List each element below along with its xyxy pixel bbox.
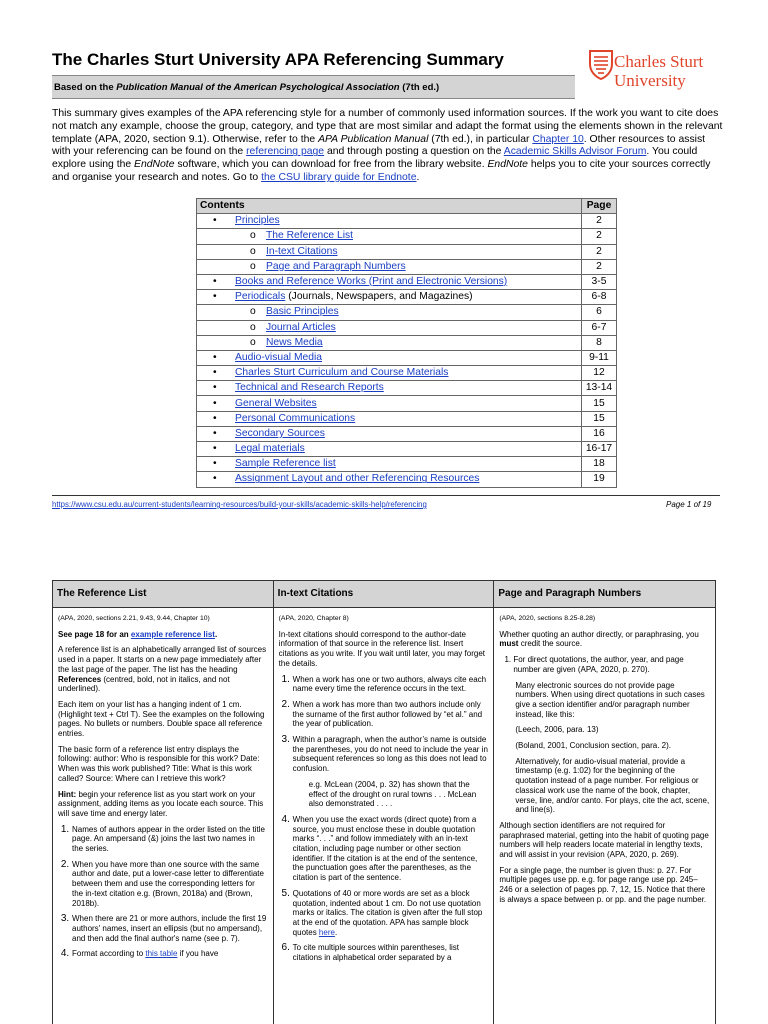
- contents-page: 15: [582, 411, 617, 426]
- contents-row: [197, 396, 617, 411]
- bullet-icon: •: [213, 367, 217, 379]
- contents-link[interactable]: Basic Principles: [266, 306, 339, 318]
- circle-bullet-icon: o: [250, 321, 256, 333]
- bullet-icon: •: [213, 473, 217, 485]
- contents-row: [197, 320, 617, 335]
- bullet-icon: •: [213, 397, 217, 409]
- contents-page: 19: [582, 472, 617, 487]
- bullet-icon: •: [213, 382, 217, 394]
- references-term: References: [58, 674, 102, 684]
- endnote-guide-link[interactable]: the CSU library guide for Endnote: [261, 171, 417, 183]
- contents-page: 16-17: [582, 442, 617, 457]
- contents-page: 6-8: [582, 290, 617, 305]
- in-text-citations-heading: In-text Citations: [274, 581, 494, 608]
- intro-italic: EndNote: [134, 159, 175, 171]
- bullet-icon: •: [213, 427, 217, 439]
- contents-page: 12: [582, 366, 617, 381]
- page-number: Page 1 of 19: [666, 500, 712, 509]
- logo-line-2: University: [614, 71, 686, 90]
- hint-label: Hint:: [58, 789, 77, 799]
- contents-link[interactable]: Principles: [235, 215, 280, 227]
- chapter-10-link[interactable]: Chapter 10: [532, 133, 584, 145]
- audio-visual-text: Alternatively, for audio-visual material, provide a timestamp (e.g. 1:02) for the beginning of the quotation instead of a page number. For religious or classical work use the name of the book, chapter, verse, line, and/or canto. For plays, cite the act, scene, and line(s).: [515, 756, 710, 815]
- must-term: must: [499, 639, 519, 649]
- example-boland: (Boland, 2001, Conclusion section, para. 2).: [515, 741, 671, 751]
- list-item: 3. When there are 21 or more authors, include the first 19 authors' names, insert an ellipsis (but no ampersand), and then add the final author's name (see p. 7).: [72, 914, 268, 943]
- hint-text: begin your reference list as you start work on your assignment, adding items as you locate each source. This will save time and energy later.: [58, 789, 264, 818]
- page-header: Page: [582, 199, 617, 214]
- page-range-text: For a single page, the number is given thus: p. 27. For multiple pages use pp. e.g. for page range use pp. 245–246 or a selection of pages pp. 7, 12, 15. Notice that there is always a space between p. or pp. and the page number.: [499, 865, 707, 904]
- contents-link[interactable]: Technical and Research Reports: [235, 382, 384, 394]
- contents-link[interactable]: In-text Citations: [266, 245, 338, 257]
- intro-text: helps you to cite your sources correctly and organise your research and notes. Go to: [52, 159, 711, 183]
- bullet-icon: •: [213, 291, 217, 303]
- intro-text: software, which you can download for free from the library website.: [174, 159, 488, 171]
- in-text-intro: In-text citations should correspond to the author-date information of that source in the reference list. Insert citations as you write. If you wait until later, you may forget the details.: [278, 629, 485, 668]
- bullet-icon: •: [213, 215, 217, 227]
- contents-page: 2: [582, 244, 617, 259]
- basic-form-text: The basic form of a reference list entry displays the following: author: Who is responsible for this work? Date: When was this work published? Title: What is this work called? Source: Where can I retrieve this work?: [58, 744, 260, 783]
- circle-bullet-icon: o: [250, 245, 256, 257]
- contents-link[interactable]: News Media: [266, 336, 323, 348]
- page-two: [0, 580, 768, 1024]
- bullet-icon: •: [213, 412, 217, 424]
- page-number-rules: [499, 655, 710, 674]
- subtitle-bar: [52, 75, 575, 99]
- intro-italic: EndNote: [487, 159, 528, 171]
- list-item: 5. Quotations of 40 or more words are set as a block quotation, indented about 1 cm. Do not use quotation marks or italics. The citation is given after the full stop at the end of the quotation. APA has sample block quotes here.: [293, 889, 489, 938]
- block-quotes-link[interactable]: here: [318, 927, 335, 937]
- footer-url-link[interactable]: https://www.csu.edu.au/current-students/learning-resources/build-your-skills/academic-skills-help/referencing: [52, 500, 427, 509]
- contents-table: [196, 198, 617, 488]
- contents-link[interactable]: The Reference List: [266, 230, 353, 242]
- list-item: 4. Format according to this table if you have: [72, 949, 268, 959]
- contents-row: [197, 229, 617, 244]
- contents-page: 13-14: [582, 381, 617, 396]
- intro-text: and through posting a question on the: [324, 146, 504, 158]
- bullet-icon: •: [213, 351, 217, 363]
- reference-list-heading: The Reference List: [53, 581, 273, 608]
- contents-page: 2: [582, 259, 617, 274]
- circle-bullet-icon: o: [250, 336, 256, 348]
- referencing-page-link[interactable]: referencing page: [246, 146, 325, 158]
- format-table-link[interactable]: this table: [145, 949, 178, 959]
- list-item: 2. When you have more than one source with the same author and date, put a lower-case letter to differentiate between them and use the corresponding letters for the in-text citation e.g. (Brown, 2018a) and (Brown, 2018b).: [72, 860, 268, 909]
- contents-link[interactable]: Audio-visual Media: [235, 351, 322, 363]
- contents-row: [197, 426, 617, 441]
- intro-text: (7th ed.), in particular: [428, 133, 533, 145]
- example-leech: (Leech, 2006, para. 13): [515, 725, 599, 735]
- contents-link[interactable]: Sample Reference list: [235, 458, 336, 470]
- hanging-indent-text: Each item on your list has a hanging indent of 1 cm. (Highlight text + Ctrl T). See the examples on the following pages. No bullets or numbers. Double space all reference entries.: [58, 699, 265, 739]
- contents-row: [197, 290, 617, 305]
- intro-text: This summary gives examples of the APA referencing style for a number of commonly used information sources. If the work you want to cite does not match any example, choose the group, category, and type that are most similar and adapt the format using the elements shown in the relevant template (APA, 2020, section 9.1). Otherwise, refer to the: [52, 108, 723, 145]
- intro-text: .: [416, 171, 420, 183]
- list-item: 3. Within a paragraph, when the author’s name is outside the parentheses, you do not need to include the year in subsequent references so long as this does not lead to confusion. e.g. McLean (2004, p. 32) has shown that the effect of the drought on rural towns . . . McLean also demonstrated . . . .: [293, 735, 489, 809]
- reference-list-source: (APA, 2020, sections 2.21, 9.43, 9.44, Chapter 10): [58, 615, 210, 622]
- list-item: 6. To cite multiple sources within parentheses, list citations in alphabetical order separated by a: [293, 943, 489, 962]
- contents-row: [197, 457, 617, 472]
- contents-row: [197, 244, 617, 259]
- page-paragraph-heading: Page and Paragraph Numbers: [494, 581, 715, 608]
- see-text-end: .: [214, 629, 218, 639]
- see-text: See page 18 for an: [58, 629, 131, 639]
- paraphrase-text: Although section identifiers are not required for paraphrased material, getting into the habit of quoting page numbers will help readers locate material in lengthy texts, and will assist in your revision (APA, 2020, p. 269).: [499, 820, 709, 860]
- contents-page: 6: [582, 305, 617, 320]
- intro-italic: APA Publication Manual: [318, 133, 429, 145]
- contents-page: 15: [582, 396, 617, 411]
- advisor-forum-link[interactable]: Academic Skills Advisor Forum: [503, 146, 647, 158]
- list-item: 2. When a work has more than two authors include only the surname of the first author followed by “et al.” and the year of publication.: [293, 700, 489, 729]
- contents-header: Contents: [197, 199, 582, 214]
- list-item: 4. When you use the exact words (direct quote) from a source, you must enclose these in double quotation marks “. . .” and follow immediately with an in-text citation, including page number or other section identifier. If the citation is at the end of the sentence, the punctuation goes after the parentheses, as the citation is part of the sentence.: [293, 815, 489, 883]
- reference-list-rules: [58, 825, 268, 959]
- intro-text: . You could explore using the: [52, 146, 698, 171]
- in-text-citations-column: [274, 581, 495, 1024]
- contents-row: [197, 472, 617, 487]
- contents-page: 18: [582, 457, 617, 472]
- contents-page: 8: [582, 335, 617, 350]
- page-paragraph-numbers-column: Page and Paragraph Numbers (APA, 2020, sections 8.25-8.28) Whether quoting an author directly, or paraphrasing, you must credit the source. 1. For direct quotations, the author, year, and page number are given (APA, 2020, p. 270). Many electronic sources do not provide page numbers. When using direct quotations in such cases give a section identifier and/or paragraph number instead, like this: (Leech, 2006, para. 13) (Boland, 2001, Conclusion section, para. 2). Alternatively, for audio-visual material, provide a timestamp (e.g. 1:02) for the beginning of the quotation instead of a page number. For religious or classical work use the name of the book, chapter, verse, line, and/or canto. For plays, cite the act, scene, and line(s). Although section identifiers are not required for paraphrased material, getting into the habit of quoting page numbers will help readers locate material in lengthy texts, and will assist in your revision (APA, 2020, p. 269). For a single page, the number is given thus: p. 27. For multiple pages use pp. e.g. for page range use pp. 245–246 or a selection of pages pp. 7, 12, 15. Notice that there is always a space between p. or pp. and the page number.: [494, 581, 715, 1024]
- page-paragraph-source: (APA, 2020, sections 8.25-8.28): [499, 615, 596, 622]
- in-text-rules: [279, 675, 489, 963]
- contents-link[interactable]: Periodicals: [235, 291, 286, 303]
- contents-header-row: [197, 199, 617, 214]
- ref-list-definition: A reference list is an alphabetically arranged list of sources used in a paper. It starts on a new page immediately after the last page of the paper. The list has the heading: [58, 645, 267, 674]
- contents-link[interactable]: Books and Reference Works (Print and Electronic Versions): [235, 276, 508, 288]
- csu-shield-icon: [589, 50, 613, 80]
- intro-text: . Other resources to assist with your referencing can be found on the: [52, 133, 706, 158]
- contents-row: [197, 335, 617, 350]
- contents-page: 9-11: [582, 350, 617, 365]
- intro-paragraph: [52, 108, 724, 185]
- principles-columns: [52, 580, 716, 1024]
- contents-link[interactable]: Journal Articles: [266, 321, 336, 333]
- list-item: 1. Names of authors appear in the order listed on the title page. An ampersand (&) joins the last two names in the series.: [72, 825, 268, 854]
- electronic-sources-text: Many electronic sources do not provide page numbers. When using direct quotations in such cases give a section identifier and/or paragraph number instead, like this:: [515, 680, 705, 719]
- list-item: 1. For direct quotations, the author, year, and page number are given (APA, 2020, p. 270).: [513, 655, 710, 674]
- subtitle-manual: Publication Manual of the American Psychological Association: [116, 82, 400, 93]
- contents-row: [197, 366, 617, 381]
- contents-link[interactable]: Legal materials: [235, 443, 305, 455]
- csu-logo-text: [614, 52, 703, 90]
- contents-link[interactable]: General Websites: [235, 397, 317, 409]
- contents-row: [197, 259, 617, 274]
- example-reference-list-link[interactable]: example reference list: [130, 629, 215, 639]
- contents-extra: (Journals, Newspapers, and Magazines): [285, 291, 473, 303]
- contents-row: [197, 411, 617, 426]
- contents-link[interactable]: Secondary Sources: [235, 427, 325, 439]
- contents-link[interactable]: Charles Sturt Curriculum and Course Materials: [235, 367, 449, 379]
- bullet-icon: •: [213, 276, 217, 288]
- contents-page: 3-5: [582, 274, 617, 289]
- contents-page: 16: [582, 426, 617, 441]
- footer-divider: [52, 495, 720, 496]
- document-title: The Charles Sturt University APA Referencing Summary: [52, 50, 504, 69]
- bullet-icon: •: [213, 458, 217, 470]
- subtitle-prefix: Based on the: [54, 82, 117, 93]
- contents-row: [197, 442, 617, 457]
- contents-page: 6-7: [582, 320, 617, 335]
- in-text-source: (APA, 2020, Chapter 8): [278, 615, 349, 622]
- contents-row: [197, 214, 617, 229]
- contents-row: [197, 381, 617, 396]
- contents-page: 2: [582, 229, 617, 244]
- contents-page: 2: [582, 214, 617, 229]
- bullet-icon: •: [213, 443, 217, 455]
- contents-row: [197, 305, 617, 320]
- contents-row: [197, 350, 617, 365]
- circle-bullet-icon: o: [250, 230, 256, 242]
- circle-bullet-icon: o: [250, 260, 256, 272]
- list-item: 1. When a work has one or two authors, always cite each name every time the reference occurs in the text.: [293, 675, 489, 694]
- circle-bullet-icon: o: [250, 306, 256, 318]
- example-text: e.g. McLean (2004, p. 32) has shown that the effect of the drought on rural towns . . . McLean also demonstrated . . . .: [308, 779, 477, 809]
- contents-link[interactable]: Personal Communications: [235, 412, 356, 424]
- contents-row: [197, 274, 617, 289]
- contents-link[interactable]: Assignment Layout and other Referencing Resources: [235, 473, 480, 485]
- contents-link[interactable]: Page and Paragraph Numbers: [266, 260, 406, 272]
- subtitle-suffix: (7th ed.): [399, 82, 440, 93]
- reference-list-column: [53, 581, 274, 1024]
- logo-line-1: Charles Sturt: [614, 52, 704, 71]
- ref-list-definition-end: (centred, bold, not in italics, and not underlined).: [58, 674, 230, 694]
